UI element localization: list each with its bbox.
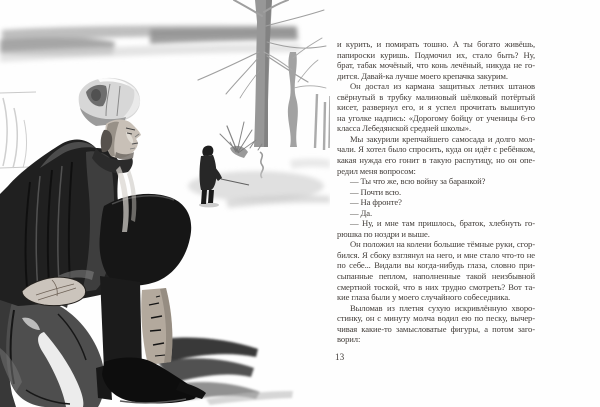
text-line: — На фронте? [350,197,402,208]
text-line: какая нужда его гонит в такую распутицу, но он опе- [337,155,535,166]
sack [0,291,105,407]
left-edge-strokes [3,98,27,168]
text-line: свёрнутый в трубку малиновый шёлковый потёртый [337,91,535,102]
puttee [141,288,172,365]
text-line: редил меня вопросом: [337,165,416,176]
text-line: — Ну, и мне там пришлось, браток, хлебнуть го- [350,218,535,229]
right-page [330,0,600,407]
paragraph [337,176,535,187]
text-line: — Ты что же, всю войну за баранкой? [350,176,486,187]
fur-hat [79,78,140,126]
text-line: папироски куришь. Подмочил их, стало быть? Ну, [337,49,535,60]
text-line: на уголке надпись: «Дорогому бойцу от ученицы 6-го [337,112,535,123]
text-line: Он положил на колени большие тёмные руки, сгор- [350,239,535,250]
paragraph [337,81,535,134]
story-text [337,39,535,345]
text-line: стинку, он с минуту молча водил ею по песку, вычер- [337,313,535,324]
text-line: сыпанные пеплом, наполненные такой неизбывной [337,271,535,282]
tree-right [264,38,330,150]
text-line: Выломав из плетня сухую искривлённую хворо- [350,302,535,313]
page-number: 13 [335,352,345,362]
paragraph [337,187,535,198]
text-line: рюшка по ноздри и выше. [337,228,430,239]
paragraph [337,208,535,219]
text-line: чивая какие-то замысловатые фигуры, а потом заго- [337,323,535,334]
horizon-band [0,25,300,62]
text-line: чали. Я хотел было спросить, куда он идёт с ребёнком, [337,144,535,155]
paragraph [337,218,535,239]
text-line: кие глаза были у моего случайного собеседника. [337,292,511,303]
text-line: — Почти всю. [350,186,402,197]
text-line: по себе... Видали вы когда-нибудь глаза, словно при- [337,260,535,271]
text-line: кисет, развернул его, и я успел прочитать вышитую [337,102,535,113]
paragraph [337,197,535,208]
text-line: смертной тоской, что в них трудно смотреть? Вот та- [337,281,535,292]
paragraph [337,303,535,345]
text-line: Он достал из кармана защитных летних штанов [350,81,535,92]
text-line: класса Лебедянской средней школы». [337,123,472,134]
paragraph [337,239,535,302]
text-line: Мы закурили крепчайшего самосада и долго мол- [350,133,535,144]
text-line: ворил: [337,334,361,345]
text-line: брат, табак мочёный, что конь лечёный, никуда не го- [337,60,535,71]
paragraph [337,134,535,176]
text-line: бился. Я сбоку взглянул на него, и мне стало что-то не [337,249,535,260]
paragraph [337,39,535,81]
text-line: — Да. [350,207,373,218]
text-line: дится. Давай-ка лучше моего крепачка закурим. [337,70,508,81]
text-line: и курить, и помирать тошно. А ты богато живёшь, [337,39,535,49]
